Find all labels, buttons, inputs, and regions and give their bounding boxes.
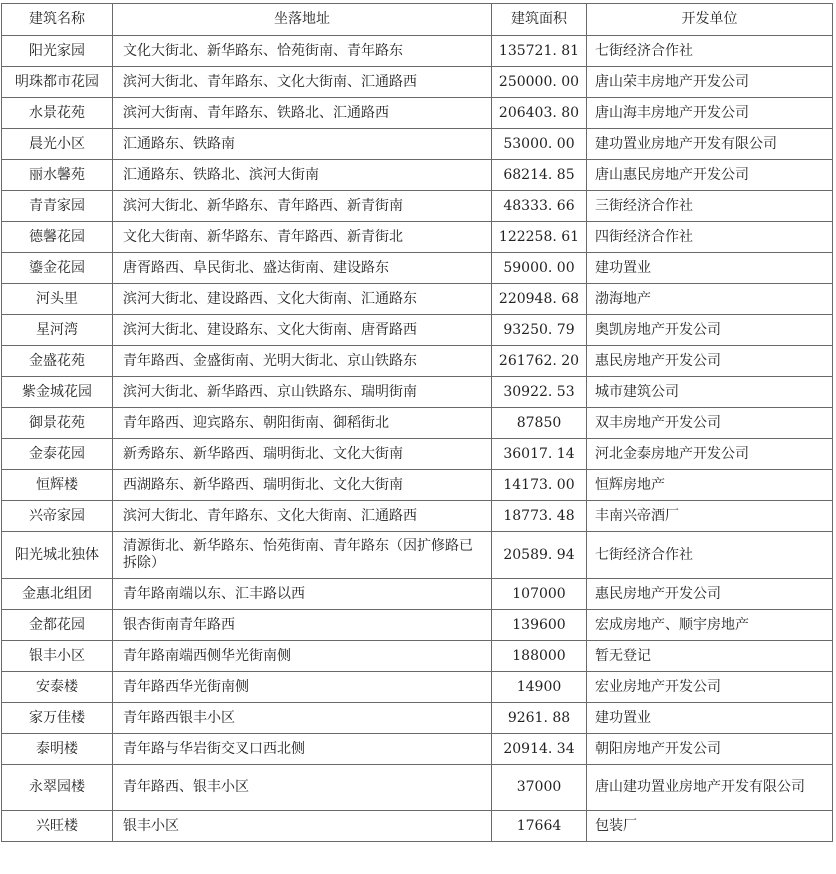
developer-cell: 唐山惠民房地产开发公司 — [587, 160, 833, 191]
address-cell: 青年路西、银丰小区 — [113, 765, 492, 811]
building-name-cell: 家万佳楼 — [2, 703, 113, 734]
header-floor-area: 建筑面积 — [492, 4, 587, 36]
address-cell: 银丰小区 — [113, 811, 492, 842]
address-cell: 青年路西华光街南侧 — [113, 672, 492, 703]
address-cell: 青年路西、金盛街南、光明大街北、京山铁路东 — [113, 346, 492, 377]
developer-cell: 七街经济合作社 — [587, 532, 833, 579]
developer-cell: 惠民房地产开发公司 — [587, 346, 833, 377]
floor-area-cell: 122258. 61 — [492, 222, 587, 253]
developer-cell: 双丰房地产开发公司 — [587, 408, 833, 439]
table-row — [2, 470, 833, 501]
address-cell: 滨河大街北、新华路东、青年路西、新青街南 — [113, 191, 492, 222]
address-cell: 青年路南端以东、汇丰路以西 — [113, 579, 492, 610]
table-row — [2, 315, 833, 346]
address-cell: 新秀路东、新华路西、瑞明街北、文化大街南 — [113, 439, 492, 470]
floor-area-cell: 87850 — [492, 408, 587, 439]
floor-area-cell: 48333. 66 — [492, 191, 587, 222]
floor-area-cell: 139600 — [492, 610, 587, 641]
building-name-cell: 星河湾 — [2, 315, 113, 346]
floor-area-cell: 107000 — [492, 579, 587, 610]
developer-cell: 丰南兴帝酒厂 — [587, 501, 833, 532]
developer-cell: 七街经济合作社 — [587, 36, 833, 67]
address-cell: 汇通路东、铁路北、滨河大街南 — [113, 160, 492, 191]
building-name-cell: 金泰花园 — [2, 439, 113, 470]
floor-area-cell: 220948. 68 — [492, 284, 587, 315]
address-cell: 青年路与华岩街交叉口西北侧 — [113, 734, 492, 765]
developer-cell: 建功置业 — [587, 703, 833, 734]
address-cell: 青年路西银丰小区 — [113, 703, 492, 734]
address-cell: 滨河大街北、建设路西、文化大街南、汇通路东 — [113, 284, 492, 315]
floor-area-cell: 135721. 81 — [492, 36, 587, 67]
building-name-cell: 泰明楼 — [2, 734, 113, 765]
building-name-cell: 鎏金花园 — [2, 253, 113, 284]
developer-cell: 包装厂 — [587, 811, 833, 842]
floor-area-cell: 59000. 00 — [492, 253, 587, 284]
developer-cell: 城市建筑公司 — [587, 377, 833, 408]
table-row — [2, 610, 833, 641]
table-row — [2, 129, 833, 160]
floor-area-cell: 36017. 14 — [492, 439, 587, 470]
building-name-cell: 紫金城花园 — [2, 377, 113, 408]
table-row — [2, 222, 833, 253]
floor-area-cell: 93250. 79 — [492, 315, 587, 346]
floor-area-cell: 9261. 88 — [492, 703, 587, 734]
floor-area-cell: 20914. 34 — [492, 734, 587, 765]
header-address: 坐落地址 — [113, 4, 492, 36]
developer-cell: 建功置业 — [587, 253, 833, 284]
table-row — [2, 377, 833, 408]
floor-area-cell: 30922. 53 — [492, 377, 587, 408]
developer-cell: 宏业房地产开发公司 — [587, 672, 833, 703]
floor-area-cell: 20589. 94 — [492, 532, 587, 579]
table-row — [2, 346, 833, 377]
floor-area-cell: 68214. 85 — [492, 160, 587, 191]
building-name-cell: 恒辉楼 — [2, 470, 113, 501]
table-row — [2, 703, 833, 734]
table-row — [2, 532, 833, 579]
building-name-cell: 晨光小区 — [2, 129, 113, 160]
address-cell: 滨河大街北、建设路东、文化大街南、唐胥路西 — [113, 315, 492, 346]
address-cell: 青年路西、迎宾路东、朝阳街南、御稻街北 — [113, 408, 492, 439]
table-row — [2, 439, 833, 470]
developer-cell: 奥凯房地产开发公司 — [587, 315, 833, 346]
table-row — [2, 160, 833, 191]
developer-cell: 恒辉房地产 — [587, 470, 833, 501]
header-building-name: 建筑名称 — [2, 4, 113, 36]
floor-area-cell: 14900 — [492, 672, 587, 703]
building-name-cell: 金惠北组团 — [2, 579, 113, 610]
building-name-cell: 金盛花苑 — [2, 346, 113, 377]
floor-area-cell: 188000 — [492, 641, 587, 672]
header-developer: 开发单位 — [587, 4, 833, 36]
address-cell: 西湖路东、新华路西、瑞明街北、文化大街南 — [113, 470, 492, 501]
building-name-cell: 明珠都市花园 — [2, 67, 113, 98]
building-name-cell: 阳光家园 — [2, 36, 113, 67]
address-cell: 青年路南端西侧华光街南侧 — [113, 641, 492, 672]
table-row — [2, 672, 833, 703]
developer-cell: 唐山海丰房地产开发公司 — [587, 98, 833, 129]
building-name-cell: 御景花苑 — [2, 408, 113, 439]
header-row — [2, 4, 833, 36]
table-row — [2, 765, 833, 811]
address-cell: 滨河大街北、青年路东、文化大街南、汇通路西 — [113, 501, 492, 532]
developer-cell: 暂无登记 — [587, 641, 833, 672]
address-cell: 滨河大街北、青年路东、文化大街南、汇通路西 — [113, 67, 492, 98]
address-cell: 滨河大街北、新华路西、京山铁路东、瑞明街南 — [113, 377, 492, 408]
floor-area-cell: 53000. 00 — [492, 129, 587, 160]
floor-area-cell: 14173. 00 — [492, 470, 587, 501]
developer-cell: 渤海地产 — [587, 284, 833, 315]
developer-cell: 四街经济合作社 — [587, 222, 833, 253]
table-row — [2, 98, 833, 129]
table-row — [2, 501, 833, 532]
building-name-cell: 兴帝家园 — [2, 501, 113, 532]
building-name-cell: 青青家园 — [2, 191, 113, 222]
building-name-cell: 银丰小区 — [2, 641, 113, 672]
table-row — [2, 811, 833, 842]
floor-area-cell: 261762. 20 — [492, 346, 587, 377]
developer-cell: 朝阳房地产开发公司 — [587, 734, 833, 765]
developer-cell: 唐山荣丰房地产开发公司 — [587, 67, 833, 98]
building-name-cell: 安泰楼 — [2, 672, 113, 703]
building-name-cell: 永翠园楼 — [2, 765, 113, 811]
floor-area-cell: 18773. 48 — [492, 501, 587, 532]
developer-cell: 唐山建功置业房地产开发有限公司 — [587, 765, 833, 811]
address-cell: 滨河大街南、青年路东、铁路北、汇通路西 — [113, 98, 492, 129]
table-row — [2, 191, 833, 222]
building-name-cell: 阳光城北独体 — [2, 532, 113, 579]
floor-area-cell: 37000 — [492, 765, 587, 811]
building-name-cell: 德馨花园 — [2, 222, 113, 253]
building-name-cell: 河头里 — [2, 284, 113, 315]
table-row — [2, 641, 833, 672]
developer-cell: 建功置业房地产开发有限公司 — [587, 129, 833, 160]
floor-area-cell: 17664 — [492, 811, 587, 842]
table-row — [2, 253, 833, 284]
address-cell: 唐胥路西、阜民街北、盛达街南、建设路东 — [113, 253, 492, 284]
developer-cell: 宏成房地产、顺宇房地产 — [587, 610, 833, 641]
table-row — [2, 408, 833, 439]
table-row — [2, 284, 833, 315]
address-cell: 银杏街南青年路西 — [113, 610, 492, 641]
building-table — [1, 3, 833, 842]
floor-area-cell: 206403. 80 — [492, 98, 587, 129]
address-cell: 文化大街南、新华路东、青年路西、新青街北 — [113, 222, 492, 253]
table-row — [2, 67, 833, 98]
building-name-cell: 金都花园 — [2, 610, 113, 641]
address-cell: 清源街北、新华路东、怡苑街南、青年路东（因扩修路已拆除） — [113, 532, 492, 579]
table-row — [2, 734, 833, 765]
table-row — [2, 579, 833, 610]
building-name-cell: 丽水馨苑 — [2, 160, 113, 191]
developer-cell: 河北金泰房地产开发公司 — [587, 439, 833, 470]
developer-cell: 三街经济合作社 — [587, 191, 833, 222]
floor-area-cell: 250000. 00 — [492, 67, 587, 98]
building-name-cell: 水景花苑 — [2, 98, 113, 129]
address-cell: 汇通路东、铁路南 — [113, 129, 492, 160]
table-row — [2, 36, 833, 67]
building-name-cell: 兴旺楼 — [2, 811, 113, 842]
address-cell: 文化大街北、新华路东、恰苑街南、青年路东 — [113, 36, 492, 67]
developer-cell: 惠民房地产开发公司 — [587, 579, 833, 610]
